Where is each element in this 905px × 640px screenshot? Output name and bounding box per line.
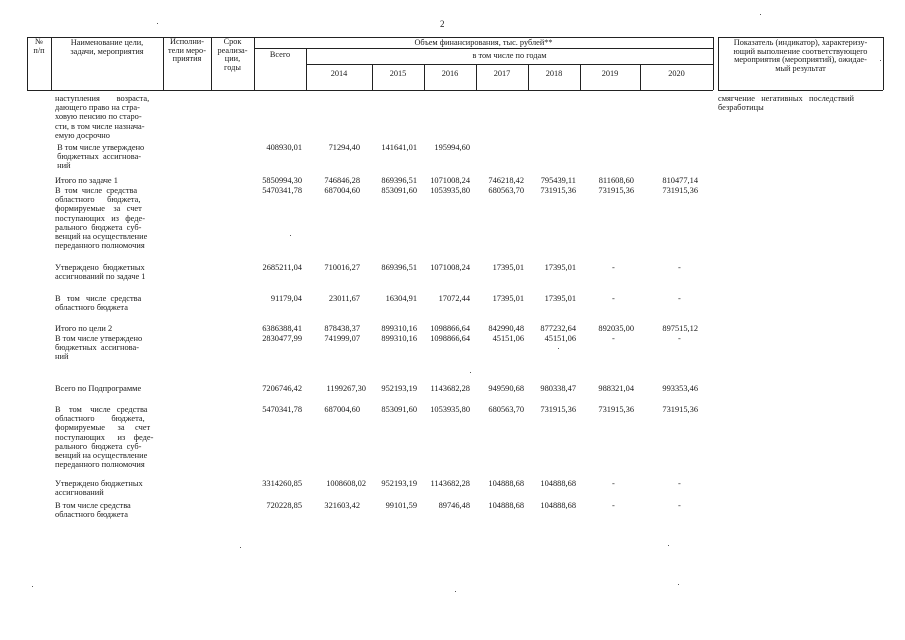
row-label: Итого по задаче 1 (55, 176, 118, 185)
row-value: 1098866,64 (430, 334, 470, 343)
row-value: - (612, 479, 615, 488)
row-value: 899310,16 (381, 334, 417, 343)
row-value: 1053935,80 (430, 186, 470, 195)
row-total: 5470341,78 (262, 405, 302, 414)
header-year: 2015 (389, 69, 407, 78)
header-bottom-border (27, 90, 713, 91)
row-value: 980338,47 (540, 384, 576, 393)
row-value: - (612, 501, 615, 510)
row-value: - (678, 501, 681, 510)
row-value: 687004,60 (324, 405, 360, 414)
row-label: Итого по цели 2 (55, 324, 113, 333)
row-value: 710016,27 (324, 263, 360, 272)
row-label: В том числе средства областного бюджета, формируемые за счет поступающих из феде- рального бюджета суб- венций на осуществление переданного полномочия (55, 405, 154, 470)
row-label: В том числе утверждено бюджетных ассигнова- ний (55, 334, 143, 362)
row-total: 2685211,04 (262, 263, 302, 272)
scan-speck (558, 348, 559, 349)
row-value: 99101,59 (385, 501, 417, 510)
header-year: 2016 (441, 69, 459, 78)
row-total: 408930,01 (266, 143, 302, 152)
row-value: 17395,01 (544, 294, 576, 303)
row-label: Утверждено бюджетных ассигнований (55, 479, 143, 498)
row-value: 680563,70 (488, 405, 524, 414)
row-value: 104888,68 (540, 479, 576, 488)
row-value: 1008608,02 (326, 479, 366, 488)
row-value: 952193,19 (381, 384, 417, 393)
row-value: 1053935,80 (430, 405, 470, 414)
row-value: 1143682,28 (430, 384, 470, 393)
row-value: 746846,28 (324, 176, 360, 185)
row-total: 3314260,85 (262, 479, 302, 488)
row-value: 23011,67 (328, 294, 360, 303)
row-total: 2830477,99 (262, 334, 302, 343)
row-total: 7206746,42 (262, 384, 302, 393)
row-value: - (612, 294, 615, 303)
row-total: 5850994,30 (262, 176, 302, 185)
row-label: Всего по Подпрограмме (55, 384, 142, 393)
row-total: 91179,04 (270, 294, 302, 303)
row-value: 988321,04 (598, 384, 634, 393)
row-value: 1098866,64 (430, 324, 470, 333)
header-volume: Объем финансирования, тыс. рублей** (414, 38, 553, 47)
row-value: 892035,00 (598, 324, 634, 333)
row-value: 811608,60 (598, 176, 634, 185)
row-total: 720228,85 (266, 501, 302, 510)
scan-speck (760, 14, 761, 15)
row-value: 1071008,24 (430, 263, 470, 272)
header-total: Всего (269, 50, 291, 59)
row-value: 16304,91 (385, 294, 417, 303)
header-years-underline (306, 64, 713, 65)
row-value: 731915,36 (540, 405, 576, 414)
row-label: В том числе средства областного бюджета (55, 501, 131, 520)
row-value: 746218,42 (488, 176, 524, 185)
row-value: 842990,48 (488, 324, 524, 333)
row-value: 17395,01 (492, 294, 524, 303)
row-value: - (612, 334, 615, 343)
row-value: 810477,14 (662, 176, 698, 185)
row-value: 680563,70 (488, 186, 524, 195)
header-by-years: в том числе по годам (472, 51, 547, 60)
carry-indicator-text: смягчение негативных последствий безработицы (718, 94, 854, 113)
row-value: 731915,36 (540, 186, 576, 195)
row-value: 731915,36 (662, 186, 698, 195)
header-bottom-border-indicator (718, 90, 883, 91)
header-term: Срок реализа- ции, годы (217, 37, 248, 72)
row-total: 5470341,78 (262, 186, 302, 195)
carry-name-text: наступления возраста, дающего право на стра- ховую пенсию по старо- сти, в том числе назнача- емую досрочно (55, 94, 150, 140)
scan-speck (678, 584, 679, 585)
row-value: 869396,51 (381, 263, 417, 272)
header-year: 2019 (601, 69, 619, 78)
row-value: 45151,06 (544, 334, 576, 343)
row-value: 1071008,24 (430, 176, 470, 185)
header-year: 2014 (330, 69, 348, 78)
row-value: 741999,07 (324, 334, 360, 343)
row-label: В том числе утверждено бюджетных ассигнова- ний (57, 143, 145, 171)
row-value: 731915,36 (598, 405, 634, 414)
row-value: 1143682,28 (430, 479, 470, 488)
col-divider (713, 37, 714, 90)
scan-speck (455, 591, 456, 592)
row-value: 104888,68 (540, 501, 576, 510)
scan-speck (32, 586, 33, 587)
col-divider (883, 37, 884, 90)
scan-speck (240, 547, 241, 548)
row-value: - (678, 294, 681, 303)
row-value: 45151,06 (492, 334, 524, 343)
row-value: 17395,01 (492, 263, 524, 272)
row-value: - (612, 263, 615, 272)
row-value: 795439,11 (540, 176, 576, 185)
row-value: 1199267,30 (326, 384, 366, 393)
header-name: Наименование цели, задачи, мероприятия (70, 38, 144, 56)
scan-speck (880, 60, 881, 61)
row-label: В том числе средства областного бюджета (55, 294, 142, 313)
row-value: 853091,60 (381, 405, 417, 414)
row-value: - (678, 263, 681, 272)
row-value: 869396,51 (381, 176, 417, 185)
scan-speck (470, 372, 471, 373)
row-value: 993353,46 (662, 384, 698, 393)
row-value: 104888,68 (488, 501, 524, 510)
row-value: - (678, 479, 681, 488)
row-label: Утверждено бюджетных ассигнований по задаче 1 (55, 263, 146, 282)
row-value: 321603,42 (324, 501, 360, 510)
row-value: 71294,40 (328, 143, 360, 152)
header-indicator: Показатель (индикатор), характеризу- ющий выполнение соответствующего мероприятия (мероприятий), ожидае- мый результат (733, 38, 868, 73)
header-year: 2018 (545, 69, 563, 78)
header-executors: Исполни- тели меро- приятия (168, 37, 206, 64)
row-value: 897515,12 (662, 324, 698, 333)
header-volume-underline (254, 48, 713, 49)
page-number: 2 (440, 19, 445, 29)
row-label: В том числе средства областного бюджета, формируемые за счет поступающих из феде- рального бюджета суб- венций на осуществление переданного полномочия (55, 186, 148, 251)
row-value: 853091,60 (381, 186, 417, 195)
row-value: 195994,60 (434, 143, 470, 152)
row-value: 877232,64 (540, 324, 576, 333)
row-value: 141641,01 (381, 143, 417, 152)
row-value: 899310,16 (381, 324, 417, 333)
row-value: 104888,68 (488, 479, 524, 488)
row-value: 89746,48 (438, 501, 470, 510)
row-value: 731915,36 (598, 186, 634, 195)
row-value: 952193,19 (381, 479, 417, 488)
header-year: 2020 (668, 69, 685, 78)
row-value: 731915,36 (662, 405, 698, 414)
scan-speck (668, 545, 669, 546)
header-year: 2017 (493, 69, 511, 78)
row-value: 17395,01 (544, 263, 576, 272)
row-value: 687004,60 (324, 186, 360, 195)
row-value: 949590,68 (488, 384, 524, 393)
row-total: 6386388,41 (262, 324, 302, 333)
scan-speck (290, 235, 291, 236)
header-number: № п/п (33, 37, 45, 55)
row-value: 878438,37 (324, 324, 360, 333)
row-value: 17072,44 (438, 294, 470, 303)
row-value: - (678, 334, 681, 343)
scan-speck (157, 23, 158, 24)
